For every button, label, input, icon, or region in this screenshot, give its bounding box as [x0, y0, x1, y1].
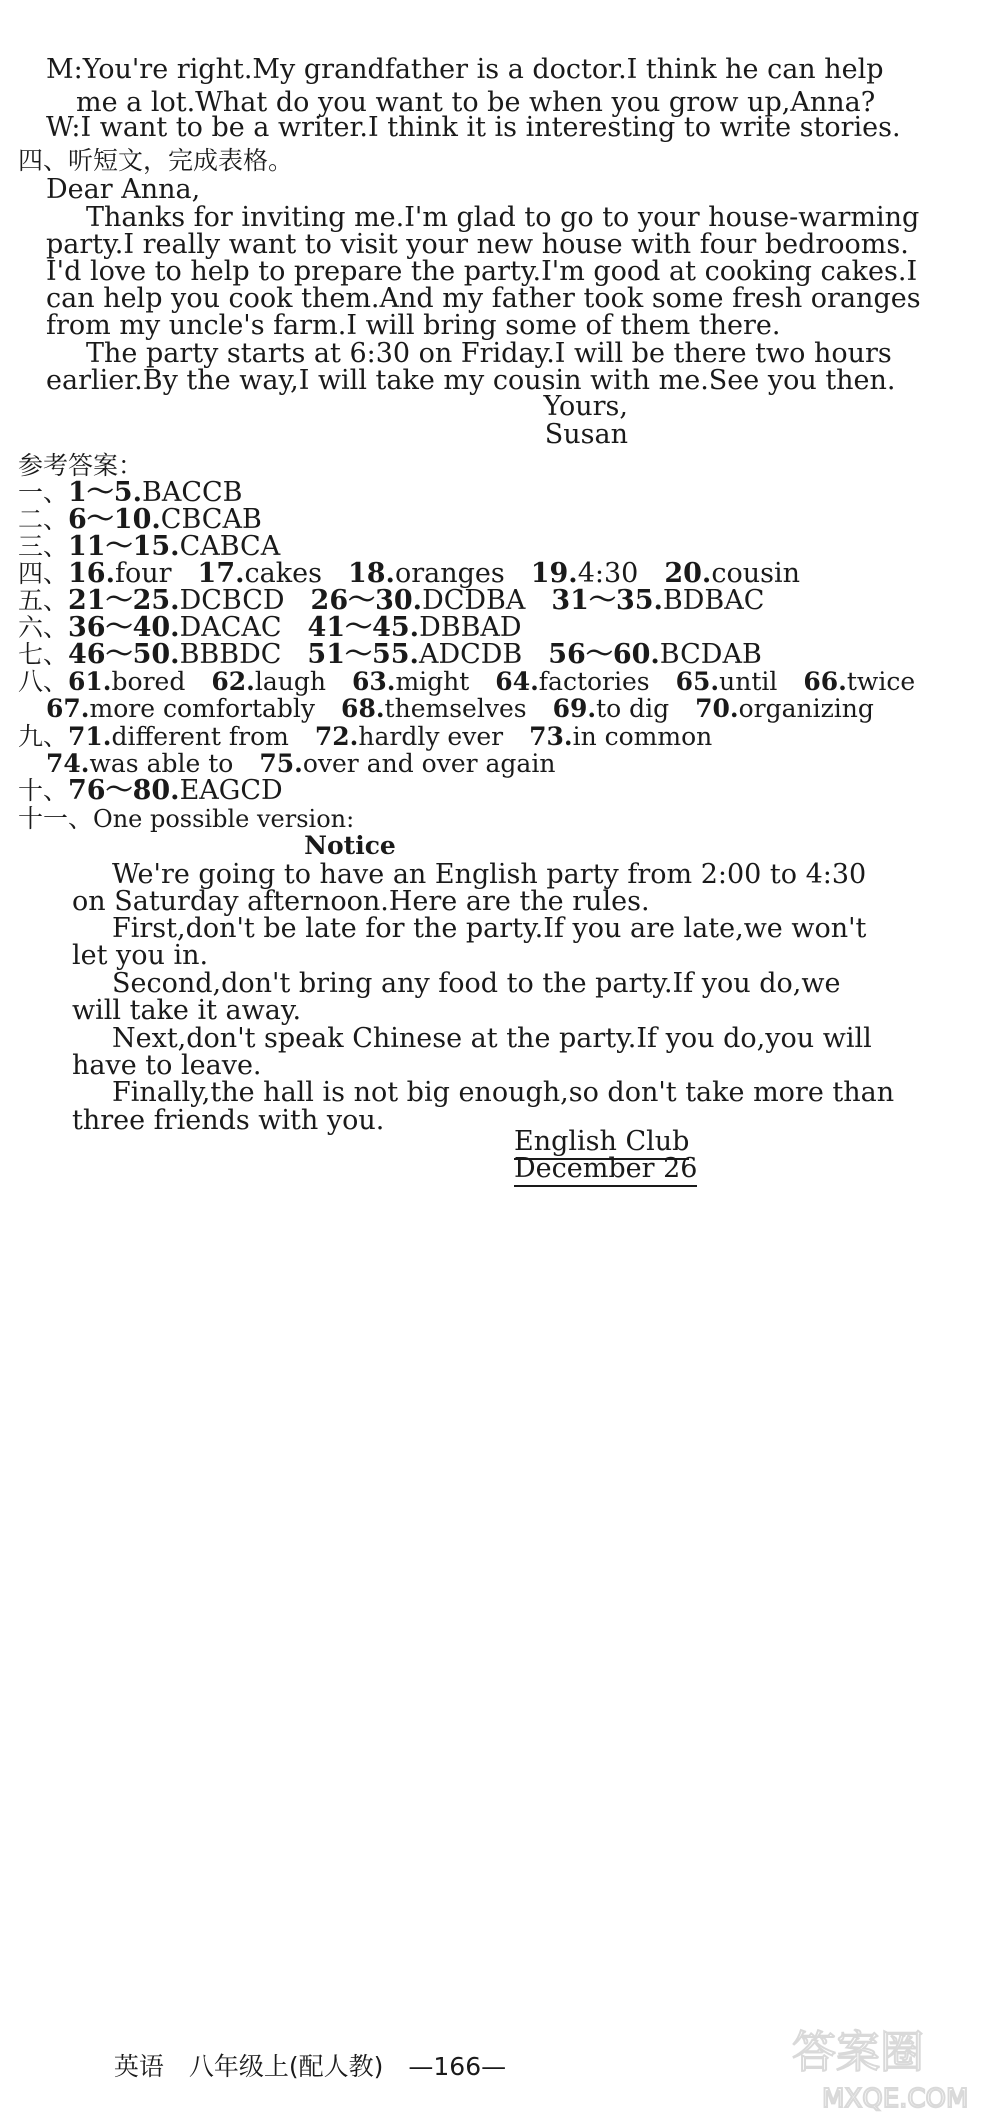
notice-title: Notice: [304, 831, 396, 860]
letter-salutation: Dear Anna,: [46, 174, 201, 205]
answer-row-6: 六、36～40.DACAC 41～45.DBBAD: [18, 612, 522, 643]
transcript-m-line-1: M:You're right.My grandfather is a doctor.I think he can help: [46, 54, 884, 85]
watermark-logo-text: 答案圈: [792, 2027, 924, 2078]
notice-line: Finally,the hall is not big enough,so don't take more than: [112, 1077, 895, 1108]
notice-line: First,don't be late for the party.If you are late,we won't: [112, 913, 867, 944]
transcript-w-line: W:I want to be a writer.I think it is interesting to write stories.: [46, 112, 901, 143]
answer-row-8b: 67.more comfortably 68.themselves 69.to dig 70.organizing: [46, 694, 874, 723]
notice-line: on Saturday afternoon.Here are the rules.: [72, 886, 650, 917]
notice-line: have to leave.: [72, 1050, 262, 1081]
answer-row-4: 四、16.four 17.cakes 18.oranges 19.4:30 20.cousin: [18, 558, 800, 589]
answer-row-8a: 八、61.bored 62.laugh 63.might 64.factories 65.until 66.twice: [18, 667, 916, 696]
notice-line: Second,don't bring any food to the party.If you do,we: [112, 968, 841, 999]
notice-line: will take it away.: [72, 995, 302, 1026]
answer-row-9a: 九、71.different from 72.hardly ever 73.in common: [18, 722, 713, 751]
letter-line: party.I really want to visit your new house with four bedrooms.: [46, 229, 909, 260]
answer-row-3: 三、11～15.CABCA: [18, 531, 281, 562]
section4-heading: 四、听短文，完成表格。: [18, 146, 294, 175]
answer-row-9b: 74.was able to 75.over and over again: [46, 749, 556, 778]
notice-line: let you in.: [72, 940, 209, 971]
letter-signature: Susan: [544, 419, 628, 450]
notice-org: English Club: [514, 1126, 689, 1160]
watermark-url-text: MXQE.COM: [822, 2084, 969, 2114]
letter-closing: Yours,: [543, 391, 628, 422]
notice-line: Next,don't speak Chinese at the party.If you do,you will: [112, 1023, 872, 1054]
site-watermark: [782, 2015, 982, 2115]
notice-line: We're going to have an English party from 2:00 to 4:30: [112, 859, 867, 890]
answer-row-10: 十、76～80.EAGCD: [18, 775, 283, 806]
letter-line: The party starts at 6:30 on Friday.I will be there two hours: [86, 338, 892, 369]
letter-line: can help you cook them.And my father took some fresh oranges: [46, 283, 921, 314]
letter-line: from my uncle's farm.I will bring some of them there.: [46, 310, 781, 341]
answer-row-11: 十一、One possible version:: [18, 804, 355, 833]
transcript-m-line-2: me a lot.What do you want to be when you grow up,Anna?: [76, 87, 876, 118]
letter-line: earlier.By the way,I will take my cousin with me.See you then.: [46, 365, 896, 396]
answer-row-5: 五、21～25.DCBCD 26～30.DCDBA 31～35.BDBAC: [18, 585, 765, 616]
letter-line: Thanks for inviting me.I'm glad to go to your house-warming: [86, 202, 920, 233]
answer-row-1: 一、1～5.BACCB: [18, 477, 243, 508]
answer-row-2: 二、6～10.CBCAB: [18, 504, 262, 535]
notice-date: December 26: [514, 1153, 697, 1187]
page-footer: 英语 八年级上(配人教) —166—: [113, 2052, 507, 2081]
letter-line: I'd love to help to prepare the party.I'm good at cooking cakes.I: [46, 256, 918, 287]
answer-row-7: 七、46～50.BBBDC 51～55.ADCDB 56～60.BCDAB: [18, 639, 762, 670]
answers-heading: 参考答案：: [18, 451, 144, 480]
notice-line: three friends with you.: [72, 1105, 385, 1136]
